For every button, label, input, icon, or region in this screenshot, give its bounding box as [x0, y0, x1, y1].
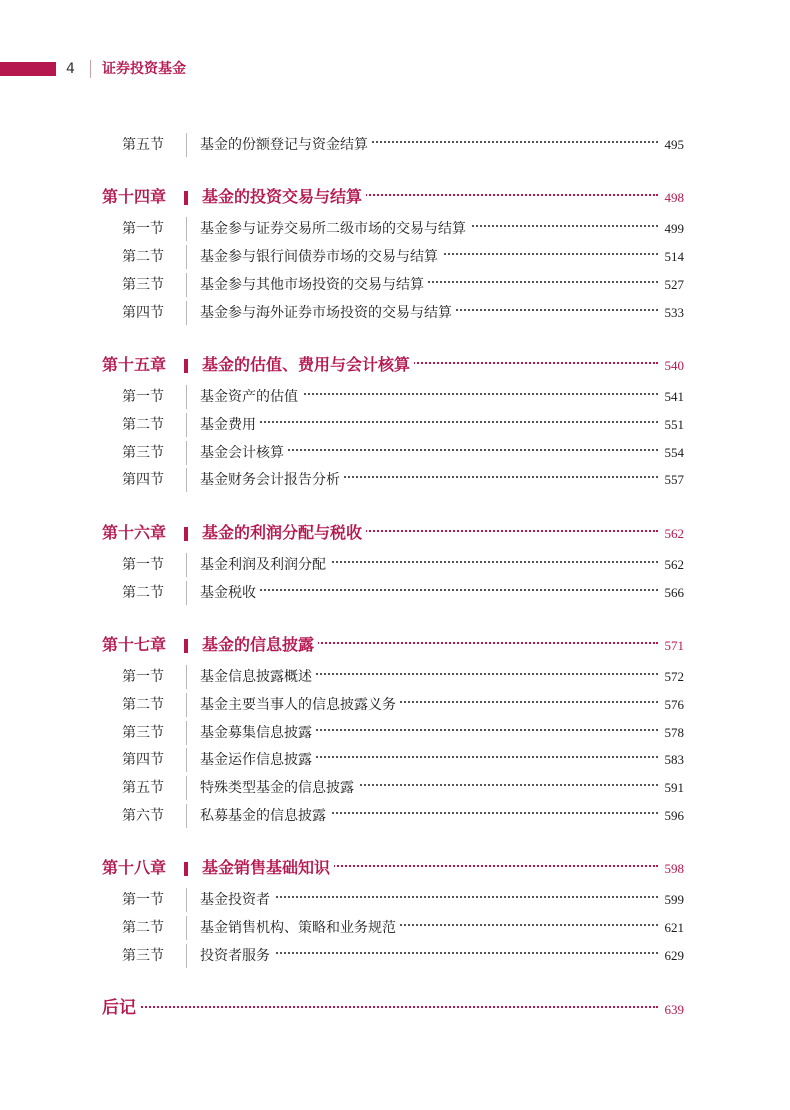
toc-chapter-row[interactable]: [0, 630, 790, 658]
page-number: 629: [664, 948, 684, 963]
section-title: 基金参与其他市场投资的交易与结算: [200, 276, 428, 294]
section-label: 第二节: [122, 920, 164, 936]
page-number: 578: [664, 725, 684, 740]
toc-section-row[interactable]: [0, 383, 790, 411]
section-divider: [186, 217, 187, 241]
section-label: 第一节: [122, 221, 164, 237]
page-number: 583: [664, 752, 684, 767]
page-number: 572: [664, 669, 684, 684]
section-title: 基金税收: [200, 584, 260, 602]
section-label: 第三节: [122, 445, 164, 461]
chapter-label: 第十七章: [102, 635, 167, 654]
section-divider: [186, 693, 187, 717]
section-label: 第三节: [122, 277, 164, 293]
dot-leader: [200, 421, 658, 423]
page-number: 551: [664, 417, 684, 432]
page-number: 557: [664, 472, 684, 487]
section-label: 第四节: [122, 752, 164, 768]
toc-section-row[interactable]: [0, 691, 790, 719]
toc-section-row[interactable]: [0, 802, 790, 830]
section-title: 基金的份额登记与资金结算: [200, 136, 372, 154]
section-label: 第四节: [122, 472, 164, 488]
section-label: 第五节: [122, 780, 164, 796]
section-divider: [186, 804, 187, 828]
toc-section-row[interactable]: [0, 466, 790, 494]
page-number: 540: [664, 358, 684, 373]
toc-section-row[interactable]: [0, 886, 790, 914]
section-label: 第五节: [122, 137, 164, 153]
toc-section-row[interactable]: [0, 439, 790, 467]
section-title: 基金销售机构、策略和业务规范: [200, 919, 400, 937]
section-title: 基金募集信息披露: [200, 724, 316, 742]
header-accent-bar: [0, 62, 56, 76]
section-divider: [186, 245, 187, 269]
section-divider: [186, 413, 187, 437]
section-title: 基金利润及利润分配: [200, 556, 330, 574]
toc-section-row[interactable]: [0, 942, 790, 970]
section-label: 第二节: [122, 697, 164, 713]
chapter-title: 基金的投资交易与结算: [202, 187, 366, 207]
section-divider: [186, 665, 187, 689]
toc-chapter-row[interactable]: [0, 350, 790, 378]
section-label: 第二节: [122, 417, 164, 433]
section-label: 第二节: [122, 585, 164, 601]
page-number: 514: [664, 249, 684, 264]
toc-section-row[interactable]: [0, 663, 790, 691]
page-number: 566: [664, 585, 684, 600]
page-number: 499: [664, 221, 684, 236]
page-number: 554: [664, 445, 684, 460]
chapter-title: 基金的信息披露: [202, 635, 318, 655]
header-book-title: 证券投资基金: [102, 61, 186, 77]
toc-section-row[interactable]: [0, 131, 790, 159]
page-number: 527: [664, 277, 684, 292]
section-divider: [186, 441, 187, 465]
page-number: 598: [664, 861, 684, 876]
page-number: 639: [664, 1002, 684, 1017]
page-number: 533: [664, 305, 684, 320]
toc-section-row[interactable]: [0, 299, 790, 327]
section-label: 第一节: [122, 557, 164, 573]
chapter-marker: [184, 862, 188, 876]
page-number: 571: [664, 638, 684, 653]
page-number: 591: [664, 780, 684, 795]
section-divider: [186, 916, 187, 940]
section-title: 基金参与证券交易所二级市场的交易与结算: [200, 220, 470, 238]
section-divider: [186, 133, 187, 157]
section-label: 第二节: [122, 249, 164, 265]
toc-afterword-row[interactable]: [0, 994, 790, 1022]
toc-section-row[interactable]: [0, 551, 790, 579]
section-divider: [186, 273, 187, 297]
section-title: 基金参与银行间债券市场的交易与结算: [200, 248, 442, 266]
toc-chapter-row[interactable]: [0, 182, 790, 210]
section-title: 基金资产的估值: [200, 388, 302, 406]
page-number: 599: [664, 892, 684, 907]
page-number: 562: [664, 557, 684, 572]
page-number: 498: [664, 190, 684, 205]
section-divider: [186, 944, 187, 968]
section-divider: [186, 468, 187, 492]
toc-section-row[interactable]: [0, 746, 790, 774]
chapter-label: 第十五章: [102, 355, 167, 374]
section-title: 基金会计核算: [200, 444, 288, 462]
chapter-title: 基金的利润分配与税收: [202, 523, 366, 543]
afterword-label: 后记: [102, 998, 140, 1018]
section-label: 第六节: [122, 808, 164, 824]
page-number: 495: [664, 137, 684, 152]
toc-section-row[interactable]: [0, 914, 790, 942]
section-title: 私募基金的信息披露: [200, 807, 330, 825]
section-divider: [186, 748, 187, 772]
section-divider: [186, 888, 187, 912]
toc-section-row[interactable]: [0, 271, 790, 299]
chapter-label: 第十八章: [102, 858, 167, 877]
chapter-title: 基金销售基础知识: [202, 858, 334, 878]
chapter-label: 第十四章: [102, 187, 167, 206]
section-divider: [186, 721, 187, 745]
page-number: 576: [664, 697, 684, 712]
header-page-number: 4: [66, 61, 75, 77]
section-title: 基金主要当事人的信息披露义务: [200, 696, 400, 714]
toc-chapter-row[interactable]: [0, 518, 790, 546]
section-title: 基金信息披露概述: [200, 668, 316, 686]
header-divider: [90, 60, 91, 78]
dot-leader: [200, 589, 658, 591]
page-number: 541: [664, 389, 684, 404]
chapter-marker: [184, 527, 188, 541]
section-title: 基金投资者: [200, 891, 274, 909]
section-label: 第一节: [122, 892, 164, 908]
section-title: 投资者服务: [200, 947, 274, 965]
section-divider: [186, 301, 187, 325]
toc-section-row[interactable]: [0, 579, 790, 607]
chapter-marker: [184, 359, 188, 373]
toc-chapter-row[interactable]: [0, 853, 790, 881]
section-label: 第三节: [122, 948, 164, 964]
dot-leader: [102, 1006, 658, 1008]
section-label: 第四节: [122, 305, 164, 321]
section-divider: [186, 581, 187, 605]
page-number: 562: [664, 526, 684, 541]
section-divider: [186, 553, 187, 577]
toc-section-row[interactable]: [0, 411, 790, 439]
section-divider: [186, 385, 187, 409]
toc-section-row[interactable]: [0, 243, 790, 271]
chapter-label: 第十六章: [102, 523, 167, 542]
section-label: 第一节: [122, 389, 164, 405]
page-number: 621: [664, 920, 684, 935]
section-title: 特殊类型基金的信息披露: [200, 779, 358, 797]
section-label: 第三节: [122, 725, 164, 741]
section-label: 第一节: [122, 669, 164, 685]
toc-section-row[interactable]: [0, 719, 790, 747]
section-title: 基金参与海外证券市场投资的交易与结算: [200, 304, 456, 322]
section-title: 基金运作信息披露: [200, 751, 316, 769]
page-number: 596: [664, 808, 684, 823]
toc-section-row[interactable]: [0, 774, 790, 802]
section-title: 基金财务会计报告分析: [200, 471, 344, 489]
chapter-marker: [184, 191, 188, 205]
chapter-title: 基金的估值、费用与会计核算: [202, 355, 414, 375]
section-title: 基金费用: [200, 416, 260, 434]
chapter-marker: [184, 639, 188, 653]
toc-section-row[interactable]: [0, 215, 790, 243]
section-divider: [186, 776, 187, 800]
